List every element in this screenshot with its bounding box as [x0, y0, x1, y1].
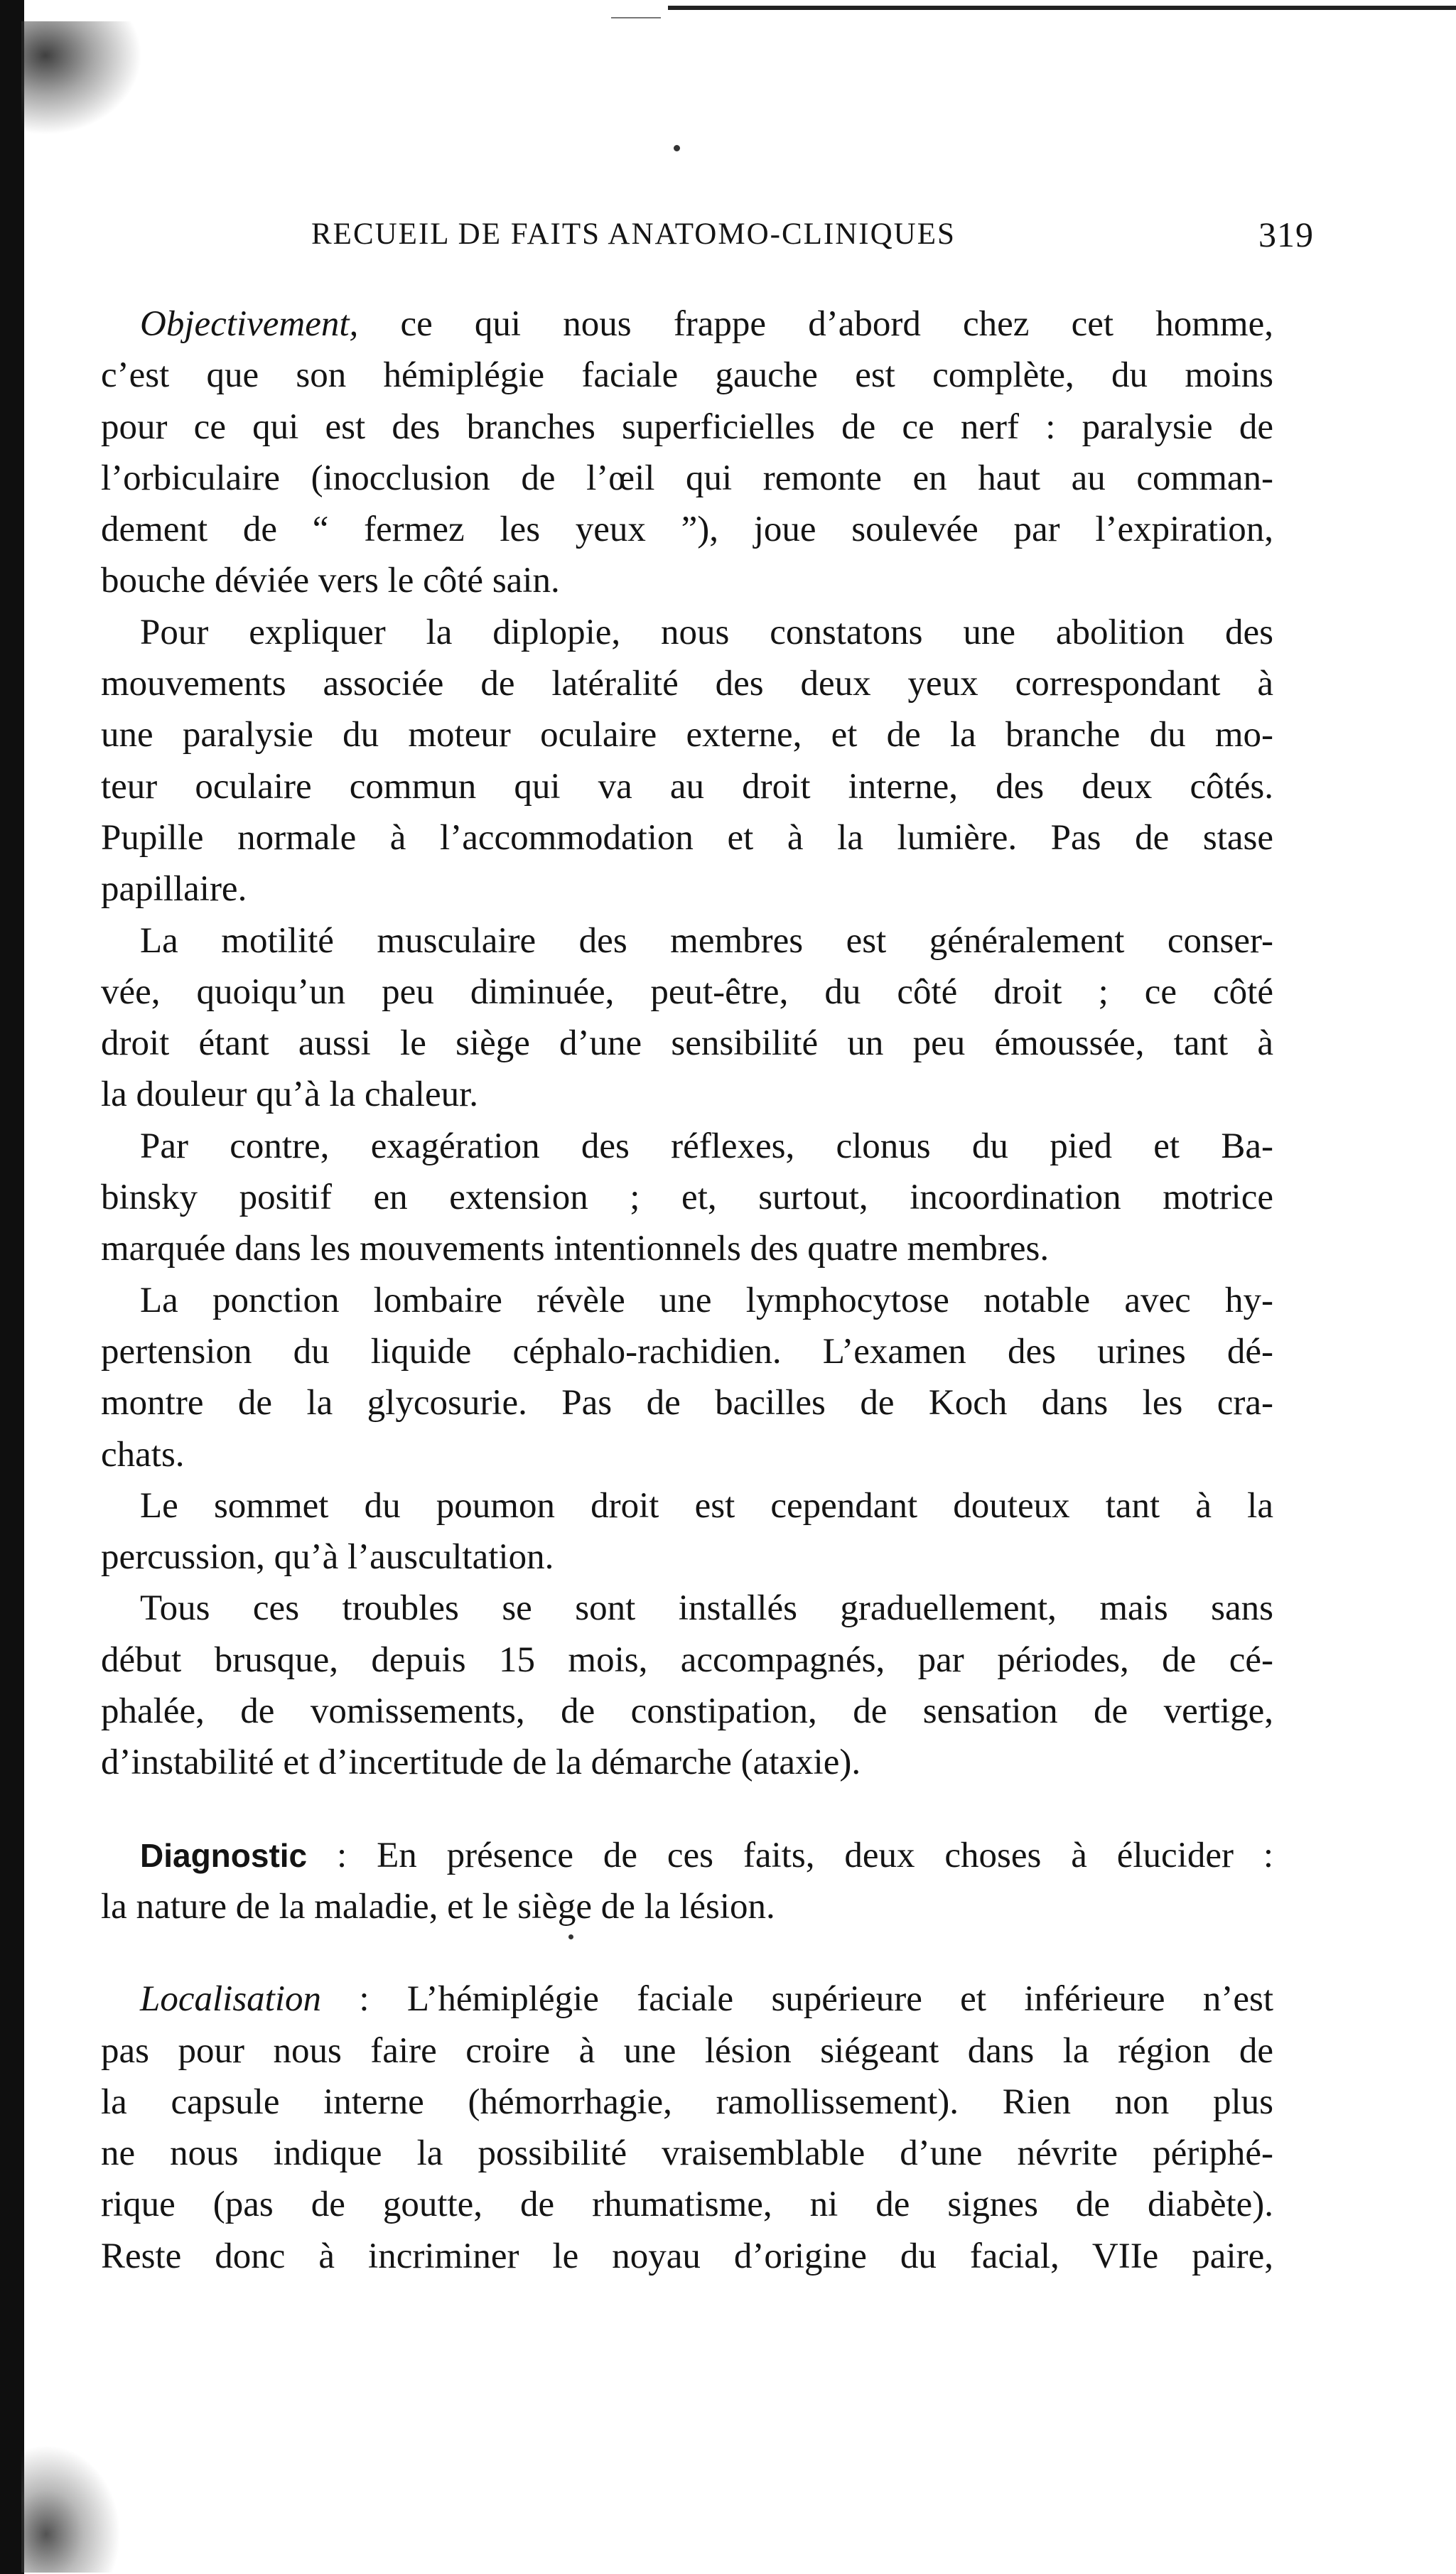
text-line: marquée dans les mouvements intentionnels des quatre membres. [101, 1229, 1050, 1269]
text-line [101, 1973, 1273, 2025]
running-title: RECUEIL DE FAITS ANATOMO-CLINIQUES [311, 217, 956, 251]
scan-smudge-top [21, 21, 142, 135]
text-line: mouvements associée de latéralité des deux yeux correspondant à [101, 664, 1273, 704]
text-line-rest: : En présence de ces faits, deux choses à élucider : [307, 1835, 1273, 1875]
text-line: la douleur qu’à la chaleur. [101, 1075, 479, 1115]
paragraph-lead-italic: Objectivement, [140, 304, 359, 344]
text-line: c’est que son hémiplégie faciale gauche est complète, du moins [101, 355, 1273, 396]
text-line: Le sommet du poumon droit est cependant douteux tant à la [140, 1485, 1273, 1526]
text-line: montre de la glycosurie. Pas de bacilles de Koch dans les cra- [101, 1383, 1273, 1423]
text-line: vée, quoiqu’un peu diminuée, peut-être, du côté droit ; ce côté [101, 971, 1273, 1012]
text-line: pas pour nous faire croire à une lésion siégeant dans la région de [101, 2030, 1273, 2071]
text-line: pour ce qui est des branches superficielles de ce nerf : paralysie de [101, 406, 1273, 447]
section-gap [101, 1932, 1273, 1973]
section-lead-bold: Diagnostic [140, 1836, 308, 1874]
page-binding-shadow [0, 0, 24, 2574]
text-line: La ponction lombaire révèle une lymphocytose notable avec hy- [140, 1280, 1273, 1320]
text-line-rest: ce qui nous frappe d’abord chez cet homme, [358, 304, 1273, 344]
section-gap [101, 1789, 1273, 1830]
text-line: La motilité musculaire des membres est généralement conser- [140, 920, 1273, 961]
body-text [101, 298, 1273, 2282]
text-line: teur oculaire commun qui va au droit interne, des deux côtés. [101, 766, 1273, 807]
text-line: une paralysie du moteur oculaire externe, et de la branche du mo- [101, 715, 1273, 755]
text-line: Tous ces troubles se sont installés graduellement, mais sans [140, 1588, 1273, 1629]
text-line: bouche déviée vers le côté sain. [101, 561, 560, 601]
text-line: percussion, qu’à l’auscultation. [101, 1537, 554, 1578]
page-number: 319 [1258, 215, 1314, 254]
text-line: rique (pas de goutte, de rhumatisme, ni de signes de diabète). [101, 2185, 1273, 2225]
text-line: papillaire. [101, 869, 247, 910]
running-head [142, 217, 1314, 259]
text-line: chats. [101, 1434, 185, 1475]
text-line: la capsule interne (hémorrhagie, ramollissement). Rien non plus [101, 2082, 1273, 2122]
text-line [101, 298, 1273, 350]
text-line: Pupille normale à l’accommodation et à la lumière. Pas de stase [101, 817, 1273, 858]
text-line: l’orbiculaire (inocclusion de l’œil qui remonte en haut au comman- [101, 458, 1273, 498]
text-line: phalée, de vomissements, de constipation, de sensation de vertige, [101, 1691, 1273, 1732]
scan-top-edge-thin [611, 17, 661, 18]
text-line-rest: : L’hémiplégie faciale supérieure et inférieure n’est [321, 1979, 1273, 2020]
text-line: binsky positif en extension ; et, surtout, incoordination motrice [101, 1178, 1273, 1218]
scan-top-edge [668, 6, 1456, 10]
text-line: Par contre, exagération des réflexes, clonus du pied et Ba- [140, 1126, 1273, 1166]
text-line: droit étant aussi le siège d’une sensibilité un peu émoussée, tant à [101, 1023, 1273, 1064]
text-line: pertension du liquide céphalo-rachidien. L’examen des urines dé- [101, 1331, 1273, 1372]
text-line [101, 1830, 1273, 1881]
scan-smudge-bottom [21, 2445, 121, 2573]
section-lead-italic: Localisation [140, 1979, 322, 2020]
text-line: d’instabilité et d’incertitude de la démarche (ataxie). [101, 1743, 861, 1783]
text-line: dement de “ fermez les yeux ”), joue soulevée par l’expiration, [101, 510, 1273, 550]
stray-ink-dot [674, 145, 680, 151]
text-line: la nature de la maladie, et le siège de la lésion. [101, 1886, 775, 1927]
text-line: début brusque, depuis 15 mois, accompagnés, par périodes, de cé- [101, 1639, 1273, 1680]
text-line: Reste donc à incriminer le noyau d’origine du facial, VIIe paire, [101, 2236, 1273, 2276]
text-line: ne nous indique la possibilité vraisemblable d’une névrite périphé- [101, 2133, 1273, 2174]
text-line: Pour expliquer la diplopie, nous constatons une abolition des [140, 612, 1273, 652]
